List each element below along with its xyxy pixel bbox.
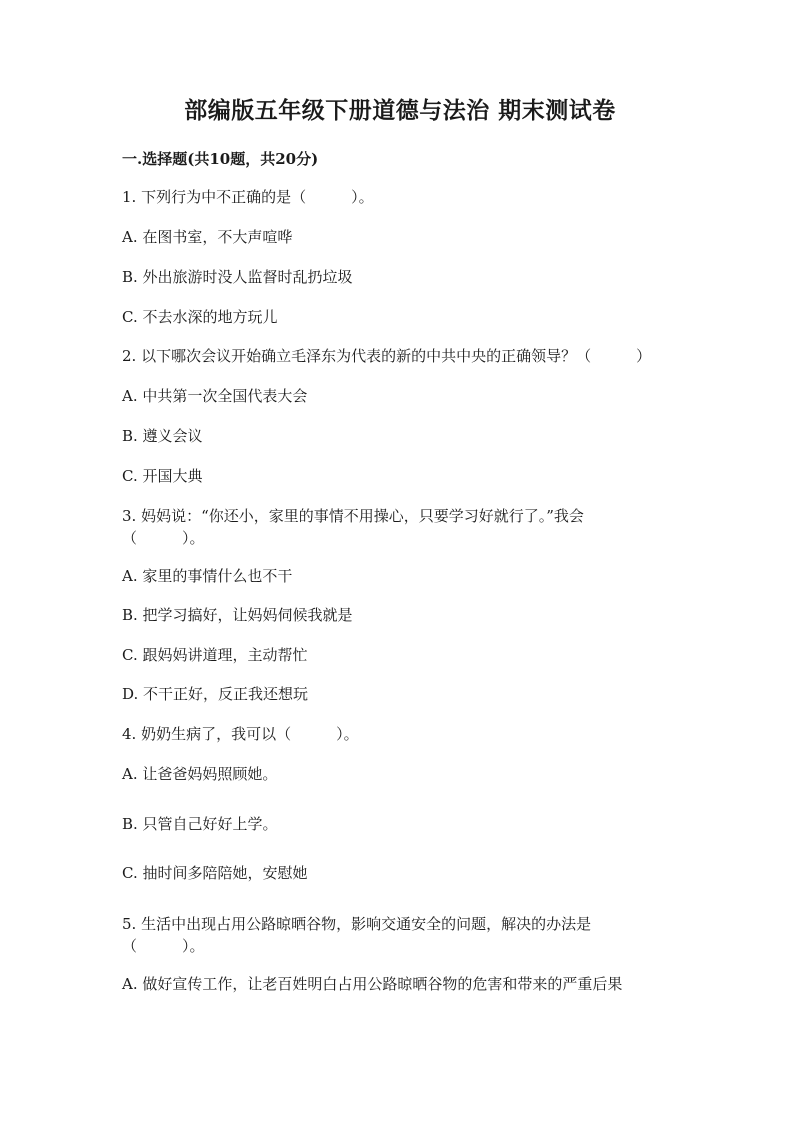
question-2-option-b: B. 遵义会议 <box>122 427 203 445</box>
question-3-option-c: C. 跟妈妈讲道理，主动帮忙 <box>122 646 308 664</box>
question-4-option-b: B. 只管自己好好上学。 <box>122 815 278 833</box>
section-heading: 一.选择题(共10题，共20分) <box>122 150 319 168</box>
question-2-stem: 2. 以下哪次会议开始确立毛泽东为代表的新的中共中央的正确领导？（ ） <box>122 347 652 365</box>
question-4-stem: 4. 奶奶生病了，我可以（ ）。 <box>122 725 359 743</box>
question-1-stem: 1. 下列行为中不正确的是（ ）。 <box>122 188 374 206</box>
question-1-option-c: C. 不去水深的地方玩儿 <box>122 308 278 326</box>
question-3-stem-line2: （ ）。 <box>122 529 205 547</box>
question-3-stem-line1: 3. 妈妈说：“你还小，家里的事情不用操心，只要学习好就行了。”我会 <box>122 507 584 525</box>
question-2-option-a: A. 中共第一次全国代表大会 <box>122 387 308 405</box>
page-title: 部编版五年级下册道德与法治 期末测试卷 <box>184 97 616 124</box>
question-1-option-b: B. 外出旅游时没人监督时乱扔垃圾 <box>122 268 353 286</box>
question-4-option-a: A. 让爸爸妈妈照顾她。 <box>122 765 278 783</box>
question-5-stem-line1: 5. 生活中出现占用公路晾晒谷物，影响交通安全的问题，解决的办法是 <box>122 915 592 933</box>
question-3-option-d: D. 不干正好，反正我还想玩 <box>122 685 309 703</box>
question-3-option-a: A. 家里的事情什么也不干 <box>122 567 293 585</box>
question-4-option-c: C. 抽时间多陪陪她，安慰她 <box>122 864 308 882</box>
question-3-option-b: B. 把学习搞好，让妈妈伺候我就是 <box>122 606 353 624</box>
question-2-option-c: C. 开国大典 <box>122 467 203 485</box>
question-1-option-a: A. 在图书室，不大声喧哗 <box>122 228 293 246</box>
question-5-stem-line2: （ ）。 <box>122 937 205 955</box>
question-5-option-a: A. 做好宣传工作，让老百姓明白占用公路晾晒谷物的危害和带来的严重后果 <box>122 975 623 993</box>
